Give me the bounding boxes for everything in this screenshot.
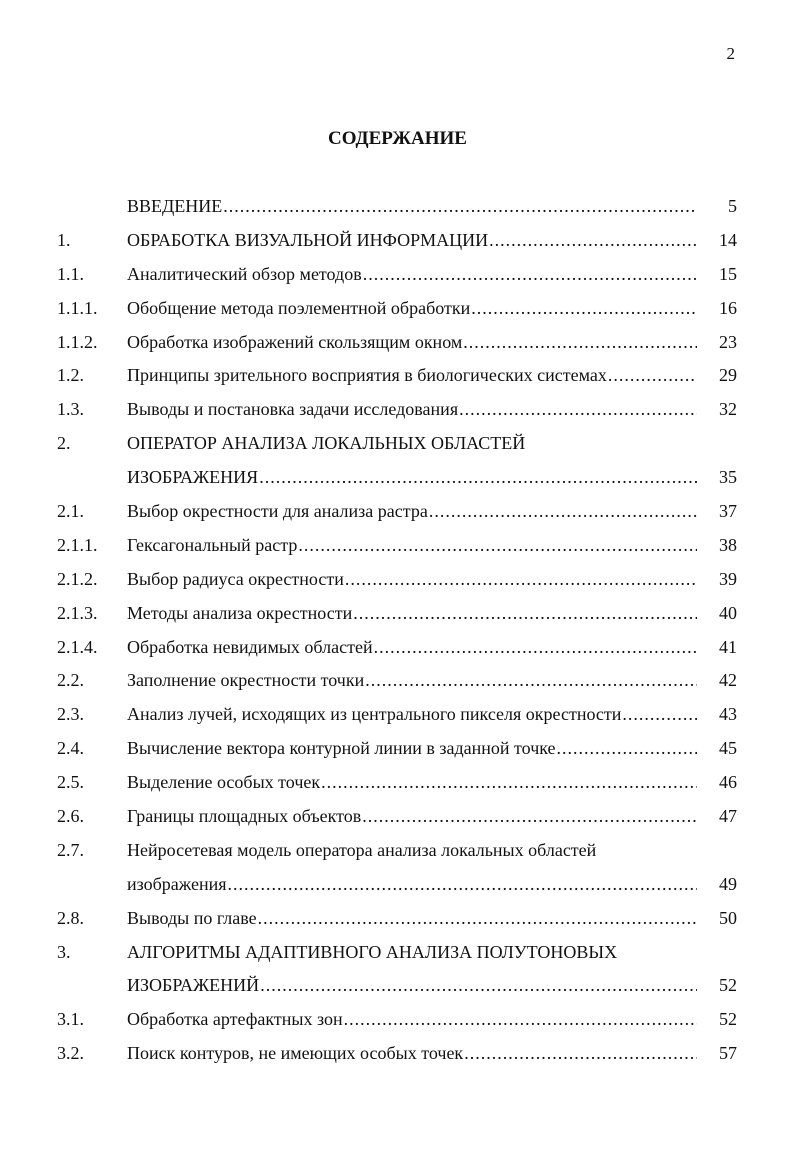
entry-page: 47 xyxy=(719,806,737,827)
dot-leader xyxy=(362,800,697,834)
page-number: 2 xyxy=(726,44,735,63)
dot-leader xyxy=(363,258,697,292)
entry-page: 39 xyxy=(719,568,737,589)
toc-entry[interactable] xyxy=(57,529,737,563)
entry-page: 42 xyxy=(719,670,737,691)
entry-page: 52 xyxy=(719,975,737,996)
entry-number: 2.3. xyxy=(57,704,84,725)
entry-page: 43 xyxy=(719,704,737,725)
dot-leader xyxy=(259,461,697,495)
dot-leader xyxy=(223,190,697,224)
toc-entry-continuation xyxy=(57,461,737,495)
entry-number: 2.1.2. xyxy=(57,568,98,589)
toc-entry[interactable] xyxy=(57,698,737,732)
toc-entry[interactable] xyxy=(57,597,737,631)
toc-entry[interactable] xyxy=(57,732,737,766)
toc-entry[interactable] xyxy=(57,664,737,698)
entry-title: Методы анализа окрестности xyxy=(127,602,353,623)
entry-number: 1.1. xyxy=(57,263,84,284)
entry-title: Принципы зрительного восприятия в биологических системах xyxy=(127,365,607,386)
dot-leader xyxy=(345,563,697,597)
entry-number: 2. xyxy=(57,433,71,454)
entry-number: 2.6. xyxy=(57,806,84,827)
entry-page: 40 xyxy=(719,602,737,623)
dot-leader xyxy=(622,698,697,732)
toc-entry[interactable] xyxy=(57,936,737,970)
entry-page: 5 xyxy=(728,196,737,216)
entry-title: Обработка артефактных зон xyxy=(127,1009,343,1030)
entry-title: ОБРАБОТКА ВИЗУАЛЬНОЙ ИНФОРМАЦИИ xyxy=(127,229,489,250)
dot-leader xyxy=(374,631,697,665)
entry-number: 3. xyxy=(57,941,71,962)
entry-page: 52 xyxy=(719,1009,737,1030)
entry-page: 29 xyxy=(719,365,737,386)
table-of-contents xyxy=(57,190,737,1071)
toc-entry[interactable] xyxy=(57,1037,737,1071)
dot-leader xyxy=(365,664,697,698)
dot-leader xyxy=(489,224,697,258)
dot-leader xyxy=(463,326,697,360)
entry-number: 1.1.1. xyxy=(57,297,98,318)
entry-title: Выбор радиуса окрестности xyxy=(127,568,344,589)
toc-entry[interactable] xyxy=(57,563,737,597)
entry-number: 2.7. xyxy=(57,839,84,860)
entry-number: 2.1.4. xyxy=(57,636,98,657)
entry-title: Выбор окрестности для анализа растра xyxy=(127,501,428,522)
entry-number: 2.8. xyxy=(57,907,84,928)
entry-number: 3.1. xyxy=(57,1009,84,1030)
toc-entry[interactable] xyxy=(57,292,737,326)
dot-leader xyxy=(464,1037,697,1071)
dot-leader xyxy=(258,902,697,936)
dot-leader xyxy=(228,868,697,902)
entry-page: 37 xyxy=(719,501,737,522)
entry-title: Нейросетевая модель оператора анализа локальных областей xyxy=(127,839,597,860)
entry-page: 38 xyxy=(719,534,737,555)
entry-page: 57 xyxy=(719,1043,737,1064)
entry-page: 15 xyxy=(719,263,737,284)
dot-leader xyxy=(260,969,697,1003)
entry-number: 2.1.1. xyxy=(57,534,98,555)
toc-entry[interactable] xyxy=(57,326,737,360)
toc-entry[interactable] xyxy=(57,393,737,427)
entry-title: Заполнение окрестности точки xyxy=(127,670,365,691)
toc-entry-continuation xyxy=(57,969,737,1003)
entry-page: 23 xyxy=(719,331,737,352)
entry-number: 2.5. xyxy=(57,772,84,793)
dot-leader xyxy=(459,393,697,427)
entry-title: Аналитический обзор методов xyxy=(127,263,362,284)
entry-title-continuation: ИЗОБРАЖЕНИЯ xyxy=(127,467,259,488)
dot-leader xyxy=(353,597,697,631)
entry-title: ОПЕРАТОР АНАЛИЗА ЛОКАЛЬНЫХ ОБЛАСТЕЙ xyxy=(127,433,526,454)
entry-number: 2.1. xyxy=(57,501,84,522)
entry-title: Вычисление вектора контурной линии в заданной точке xyxy=(127,738,556,759)
entry-number: 1. xyxy=(57,229,71,250)
entry-page: 16 xyxy=(719,297,737,318)
toc-entry[interactable] xyxy=(57,766,737,800)
toc-entry[interactable] xyxy=(57,190,737,224)
toc-entry-continuation xyxy=(57,868,737,902)
dot-leader xyxy=(471,292,697,326)
entry-number: 2.1.3. xyxy=(57,602,98,623)
entry-number: 2.4. xyxy=(57,738,84,759)
toc-entry[interactable] xyxy=(57,1003,737,1037)
entry-title: ВВЕДЕНИЕ xyxy=(127,196,223,216)
entry-page: 35 xyxy=(719,467,737,488)
entry-page: 49 xyxy=(719,873,737,894)
entry-title: Анализ лучей, исходящих из центрального пикселя окрестности xyxy=(127,704,622,725)
entry-number: 2.2. xyxy=(57,670,84,691)
entry-title: Выводы и постановка задачи исследования xyxy=(127,399,459,420)
toc-entry[interactable] xyxy=(57,800,737,834)
entry-page: 14 xyxy=(719,229,737,250)
toc-entry[interactable] xyxy=(57,834,737,868)
toc-entry[interactable] xyxy=(57,224,737,258)
dot-leader xyxy=(429,495,697,529)
entry-title: Выделение особых точек xyxy=(127,772,321,793)
entry-title: Выводы по главе xyxy=(127,907,257,928)
dot-leader xyxy=(298,529,697,563)
toc-entry[interactable] xyxy=(57,631,737,665)
entry-number: 1.1.2. xyxy=(57,331,98,352)
entry-number: 1.2. xyxy=(57,365,84,386)
toc-entry[interactable] xyxy=(57,902,737,936)
entry-title: Обобщение метода поэлементной обработки xyxy=(127,297,471,318)
entry-title: Поиск контуров, не имеющих особых точек xyxy=(127,1043,464,1064)
entry-title: Обработка невидимых областей xyxy=(127,636,373,657)
toc-entry[interactable] xyxy=(57,359,737,393)
entry-title: АЛГОРИТМЫ АДАПТИВНОГО АНАЛИЗА ПОЛУТОНОВЫХ xyxy=(127,941,618,962)
entry-page: 41 xyxy=(719,636,737,657)
entry-page: 50 xyxy=(719,907,737,928)
dot-leader xyxy=(557,732,697,766)
dot-leader xyxy=(608,359,697,393)
page-title: СОДЕРЖАНИЕ xyxy=(328,128,467,149)
entry-title: Границы площадных объектов xyxy=(127,806,362,827)
entry-number: 1.3. xyxy=(57,399,84,420)
toc-entry[interactable] xyxy=(57,495,737,529)
dot-leader xyxy=(321,766,697,800)
entry-number: 3.2. xyxy=(57,1043,84,1064)
entry-title-continuation: ИЗОБРАЖЕНИЙ xyxy=(127,975,260,996)
entry-title-continuation: изображения xyxy=(127,873,227,894)
entry-page: 46 xyxy=(719,772,737,793)
entry-page: 32 xyxy=(719,399,737,420)
entry-page: 45 xyxy=(719,738,737,759)
toc-entry[interactable] xyxy=(57,258,737,292)
dot-leader xyxy=(344,1003,697,1037)
toc-entry[interactable] xyxy=(57,427,737,461)
entry-title: Гексагональный растр xyxy=(127,534,298,555)
entry-title: Обработка изображений скользящим окном xyxy=(127,331,463,352)
